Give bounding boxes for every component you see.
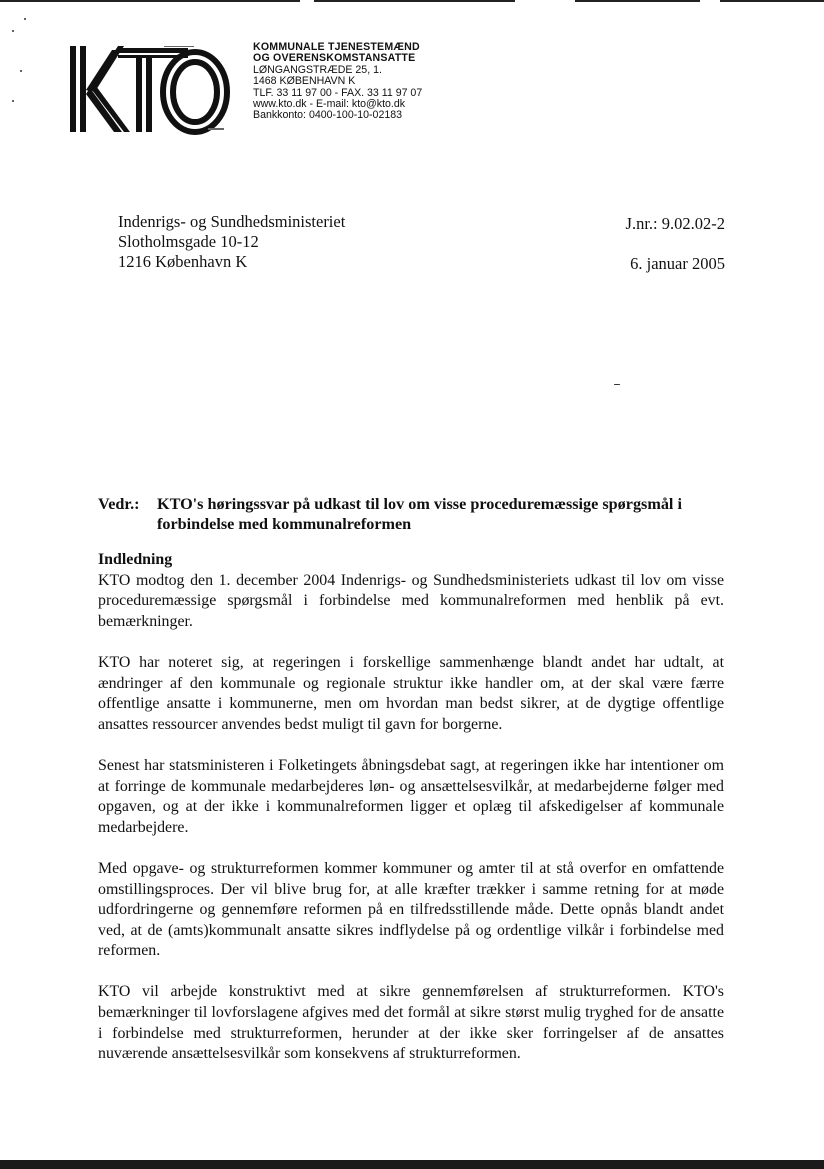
journal-number: J.nr.: 9.02.02-2 [625, 214, 725, 233]
letter-date: 6. januar 2005 [630, 254, 725, 273]
scan-edge-bottom [0, 1160, 824, 1169]
subject-label: Vedr.: [98, 495, 140, 513]
scan-edge-gap [515, 0, 575, 2]
scan-edge-gap [300, 0, 314, 2]
recipient-line3: 1216 København K [118, 252, 248, 271]
sender-phone-fax: TLF. 33 11 97 00 - FAX. 33 11 97 07 [253, 86, 423, 99]
body-paragraph: Senest har statsministeren i Folketingets åbningsdebat sagt, at regeringen ikke har intentioner om at forringe de kommunale medarbejderes løn- og ansættelsesvilkår, at medarbejderne følger med opgaven, og at der ikke i kommunalreformen ligger et oplæg til afskedigelser af kommunale medarbejdere. [98, 756, 724, 836]
scan-speck [12, 100, 14, 102]
scan-edge-gap [700, 0, 720, 2]
org-name-line2: OG OVERENSKOMSTANSATTE [253, 52, 416, 65]
section-heading: Indledning [98, 551, 173, 568]
recipient-address [118, 212, 345, 272]
recipient-line2: Slotholmsgade 10-12 [118, 232, 259, 251]
letter-body [98, 550, 724, 1085]
body-paragraph: KTO modtog den 1. december 2004 Indenrigs- og Sundhedsministeriets udkast til lov om visse proceduremæssige spørgsmål i forbindelse med kommunalreformen med henblik på evt. bemærkninger. [98, 571, 724, 630]
subject-line1: KTO's høringssvar på udkast til lov om visse proceduremæssige spørgsmål i [157, 495, 682, 513]
scan-speck [20, 70, 22, 72]
scan-speck [12, 30, 14, 32]
scan-speck [24, 18, 26, 20]
sender-web-email: www.kto.dk - E-mail: kto@kto.dk [253, 98, 406, 111]
sender-city: 1468 KØBENHAVN K [253, 75, 356, 88]
scan-speck [614, 384, 620, 385]
body-paragraph: KTO vil arbejde konstruktivt med at sikre gennemførelsen af strukturreformen. KTO's bemærkninger til lovforslagene afgives med det formål at sikre størst mulig tryghed for de ansatte i forbindelse med strukturreformen, herunder at der ikke sker forringelser af de ansattes nuværende ansættelsesvilkår som konsekvens af strukturreformen. [98, 983, 724, 1063]
body-paragraph: KTO har noteret sig, at regeringen i forskellige sammenhænge blandt andet har udtalt, at ændringer af den kommunale og regionale struktur ikke handler om, at der skal være færre offentlige ansatte i kommunerne, men om hvordan man bedst sikrer, at de dygtige offentlige ansattes ressourcer anvendes bedst muligt til gavn for borgerne. [98, 653, 724, 733]
recipient-line1: Indenrigs- og Sundhedsministeriet [118, 212, 346, 231]
sender-address-block [253, 42, 422, 122]
kto-logo [68, 40, 248, 136]
sender-street: LØNGANGSTRÆDE 25, 1. [253, 63, 382, 76]
body-paragraph: Med opgave- og strukturreformen kommer kommuner og amter til at stå overfor en omfattende omstillingsproces. Der vil blive brug for, at alle kræfter trækker i samme retning for at møde udfordringerne og gennemføre reformen på en tilfredsstillende måde. Dette opnås blandt andet ved, at de (amts)kommunalt ansatte sikres indflydelse på og ordentlige vilkår i forbindelse med reformen. [98, 859, 724, 960]
org-name-line1: KOMMUNALE TJENESTEMÆND [253, 41, 420, 53]
sender-bank-account: Bankkonto: 0400-100-10-02183 [253, 109, 403, 122]
subject-line2: forbindelse med kommunalreformen [157, 515, 412, 533]
